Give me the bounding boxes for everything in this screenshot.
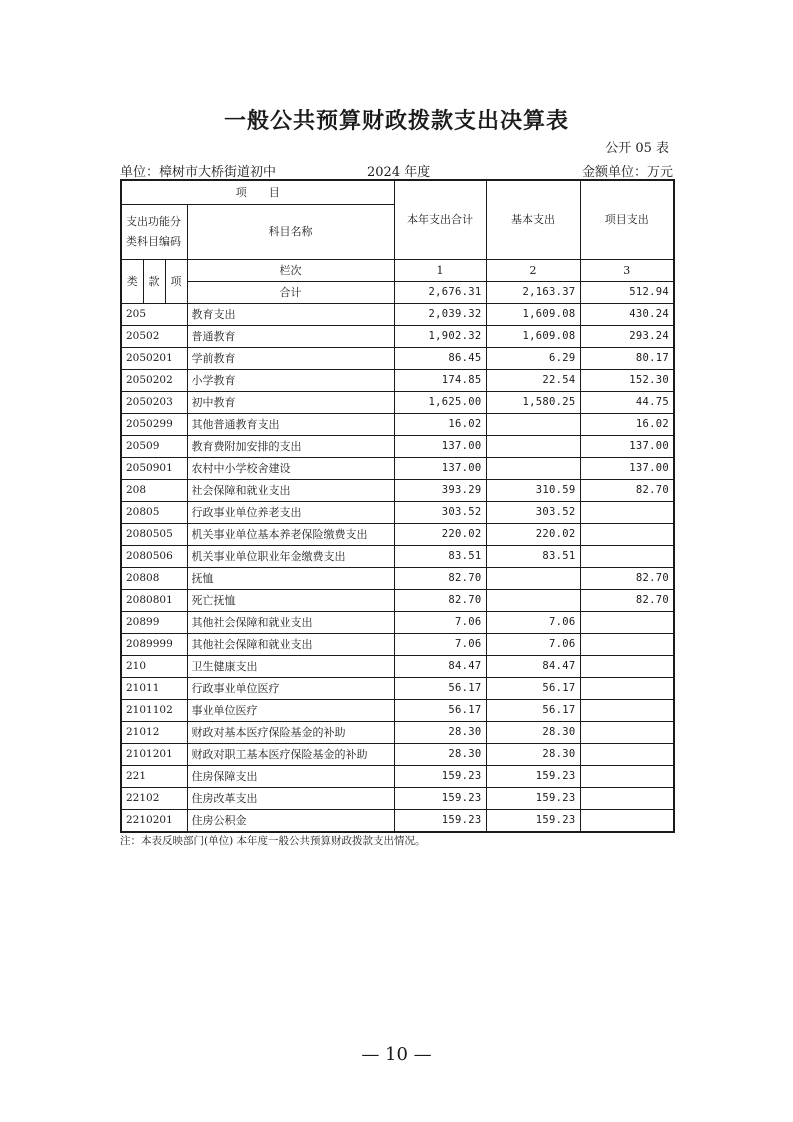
row-code: 2101201 — [121, 743, 187, 765]
row-basic: 159.23 — [486, 787, 580, 809]
row-project: 152.30 — [580, 369, 674, 391]
row-basic: 22.54 — [486, 369, 580, 391]
header-kuan: 款 — [143, 259, 165, 303]
header-col1: 1 — [394, 259, 486, 281]
row-name: 行政事业单位医疗 — [187, 677, 394, 699]
table-row — [121, 479, 674, 501]
table-row — [121, 325, 674, 347]
row-name: 住房公积金 — [187, 809, 394, 832]
row-project: 80.17 — [580, 347, 674, 369]
table-row — [121, 611, 674, 633]
row-name: 事业单位医疗 — [187, 699, 394, 721]
table-row — [121, 435, 674, 457]
row-basic: 7.06 — [486, 611, 580, 633]
row-project: 137.00 — [580, 435, 674, 457]
row-basic — [486, 567, 580, 589]
row-project — [580, 611, 674, 633]
row-name: 住房改革支出 — [187, 787, 394, 809]
sum-total: 2,676.31 — [394, 281, 486, 303]
row-code: 21012 — [121, 721, 187, 743]
header-subject-name: 科目名称 — [187, 204, 394, 259]
row-project: 430.24 — [580, 303, 674, 325]
row-name: 机关事业单位基本养老保险缴费支出 — [187, 523, 394, 545]
row-code: 20805 — [121, 501, 187, 523]
row-total: 137.00 — [394, 435, 486, 457]
row-total: 159.23 — [394, 787, 486, 809]
row-code: 2210201 — [121, 809, 187, 832]
sum-label: 合计 — [187, 281, 394, 303]
row-total: 393.29 — [394, 479, 486, 501]
footnote: 注：本表反映部门(单位) 本年度一般公共预算财政拨款支出情况。 — [120, 835, 426, 847]
row-basic — [486, 457, 580, 479]
row-name: 教育费附加安排的支出 — [187, 435, 394, 457]
table-row — [121, 765, 674, 787]
row-name: 学前教育 — [187, 347, 394, 369]
row-basic: 6.29 — [486, 347, 580, 369]
row-total: 82.70 — [394, 589, 486, 611]
row-name: 教育支出 — [187, 303, 394, 325]
row-name: 普通教育 — [187, 325, 394, 347]
table-row — [121, 457, 674, 479]
row-project: 293.24 — [580, 325, 674, 347]
row-basic: 7.06 — [486, 633, 580, 655]
row-project: 82.70 — [580, 567, 674, 589]
meta-row — [120, 161, 673, 179]
table-row — [121, 347, 674, 369]
row-total: 86.45 — [394, 347, 486, 369]
row-basic — [486, 413, 580, 435]
row-name: 其他普通教育支出 — [187, 413, 394, 435]
row-total: 1,625.00 — [394, 391, 486, 413]
row-code: 208 — [121, 479, 187, 501]
row-basic: 84.47 — [486, 655, 580, 677]
row-basic: 83.51 — [486, 545, 580, 567]
row-total: 174.85 — [394, 369, 486, 391]
header-total: 本年支出合计 — [394, 180, 486, 259]
row-basic: 28.30 — [486, 721, 580, 743]
row-project: 137.00 — [580, 457, 674, 479]
row-project — [580, 721, 674, 743]
row-total: 159.23 — [394, 809, 486, 832]
header-func-code: 支出功能分类科目编码 — [121, 204, 187, 259]
row-project: 44.75 — [580, 391, 674, 413]
row-project — [580, 633, 674, 655]
header-lanci: 栏次 — [187, 259, 394, 281]
table-row — [121, 545, 674, 567]
expenditure-table — [120, 179, 675, 833]
row-total: 28.30 — [394, 721, 486, 743]
row-project: 82.70 — [580, 479, 674, 501]
row-total: 83.51 — [394, 545, 486, 567]
row-name: 卫生健康支出 — [187, 655, 394, 677]
table-row — [121, 303, 674, 325]
row-name: 小学教育 — [187, 369, 394, 391]
row-code: 20808 — [121, 567, 187, 589]
unit-label: 单位：樟树市大桥街道初中 — [120, 165, 277, 180]
row-project — [580, 655, 674, 677]
row-code: 2050901 — [121, 457, 187, 479]
table-row — [121, 677, 674, 699]
row-code: 2050201 — [121, 347, 187, 369]
row-total: 303.52 — [394, 501, 486, 523]
header-basic: 基本支出 — [486, 180, 580, 259]
row-code: 205 — [121, 303, 187, 325]
row-code: 20502 — [121, 325, 187, 347]
header-col2: 2 — [486, 259, 580, 281]
row-code: 2089999 — [121, 633, 187, 655]
row-name: 机关事业单位职业年金缴费支出 — [187, 545, 394, 567]
table-row — [121, 699, 674, 721]
row-name: 行政事业单位养老支出 — [187, 501, 394, 523]
form-number: 公开 05 表 — [605, 141, 669, 156]
row-project: 16.02 — [580, 413, 674, 435]
row-basic: 220.02 — [486, 523, 580, 545]
row-total: 220.02 — [394, 523, 486, 545]
row-name: 财政对职工基本医疗保险基金的补助 — [187, 743, 394, 765]
row-project — [580, 765, 674, 787]
row-basic — [486, 589, 580, 611]
row-basic: 28.30 — [486, 743, 580, 765]
row-basic: 310.59 — [486, 479, 580, 501]
row-basic: 56.17 — [486, 699, 580, 721]
row-basic: 303.52 — [486, 501, 580, 523]
row-project — [580, 809, 674, 832]
table-row — [121, 787, 674, 809]
page-number: — 10 — — [361, 1044, 432, 1065]
year-label: 2024 年度 — [367, 165, 431, 180]
row-basic: 1,609.08 — [486, 303, 580, 325]
row-project — [580, 677, 674, 699]
header-xiang: 项 — [165, 259, 187, 303]
row-name: 社会保障和就业支出 — [187, 479, 394, 501]
row-project — [580, 787, 674, 809]
header-item: 项 目 — [121, 180, 394, 204]
header-col3: 3 — [580, 259, 674, 281]
table-row — [121, 413, 674, 435]
row-code: 2080506 — [121, 545, 187, 567]
row-total: 1,902.32 — [394, 325, 486, 347]
row-basic: 1,580.25 — [486, 391, 580, 413]
row-total: 56.17 — [394, 699, 486, 721]
row-total: 56.17 — [394, 677, 486, 699]
row-code: 2080505 — [121, 523, 187, 545]
row-code: 2101102 — [121, 699, 187, 721]
table-row — [121, 655, 674, 677]
row-total: 84.47 — [394, 655, 486, 677]
row-code: 22102 — [121, 787, 187, 809]
row-code: 2050203 — [121, 391, 187, 413]
row-total: 16.02 — [394, 413, 486, 435]
table-row — [121, 721, 674, 743]
row-code: 20899 — [121, 611, 187, 633]
row-project — [580, 523, 674, 545]
page-title: 一般公共预算财政拨款支出决算表 — [223, 108, 569, 134]
row-project — [580, 545, 674, 567]
row-basic: 159.23 — [486, 809, 580, 832]
row-code: 2050299 — [121, 413, 187, 435]
row-name: 住房保障支出 — [187, 765, 394, 787]
row-total: 7.06 — [394, 633, 486, 655]
row-code: 20509 — [121, 435, 187, 457]
sum-basic: 2,163.37 — [486, 281, 580, 303]
table-row — [121, 633, 674, 655]
header-lei: 类 — [121, 259, 143, 303]
row-basic — [486, 435, 580, 457]
row-code: 2080801 — [121, 589, 187, 611]
header-project: 项目支出 — [580, 180, 674, 259]
table-row — [121, 809, 674, 832]
row-code: 210 — [121, 655, 187, 677]
row-name: 抚恤 — [187, 567, 394, 589]
row-project — [580, 501, 674, 523]
row-project: 82.70 — [580, 589, 674, 611]
table-row — [121, 523, 674, 545]
row-name: 死亡抚恤 — [187, 589, 394, 611]
table-row — [121, 391, 674, 413]
table-row — [121, 369, 674, 391]
amount-unit-label: 金额单位：万元 — [581, 165, 673, 180]
row-total: 159.23 — [394, 765, 486, 787]
row-code: 21011 — [121, 677, 187, 699]
row-name: 其他社会保障和就业支出 — [187, 633, 394, 655]
sum-project: 512.94 — [580, 281, 674, 303]
row-name: 初中教育 — [187, 391, 394, 413]
row-project — [580, 743, 674, 765]
row-basic: 159.23 — [486, 765, 580, 787]
table-row — [121, 743, 674, 765]
row-basic: 1,609.08 — [486, 325, 580, 347]
table-row — [121, 501, 674, 523]
row-total: 82.70 — [394, 567, 486, 589]
row-code: 2050202 — [121, 369, 187, 391]
row-project — [580, 699, 674, 721]
table-row — [121, 589, 674, 611]
row-basic: 56.17 — [486, 677, 580, 699]
row-total: 2,039.32 — [394, 303, 486, 325]
row-name: 农村中小学校舍建设 — [187, 457, 394, 479]
row-total: 28.30 — [394, 743, 486, 765]
row-total: 7.06 — [394, 611, 486, 633]
row-total: 137.00 — [394, 457, 486, 479]
row-name: 其他社会保障和就业支出 — [187, 611, 394, 633]
row-name: 财政对基本医疗保险基金的补助 — [187, 721, 394, 743]
table-row — [121, 567, 674, 589]
row-code: 221 — [121, 765, 187, 787]
